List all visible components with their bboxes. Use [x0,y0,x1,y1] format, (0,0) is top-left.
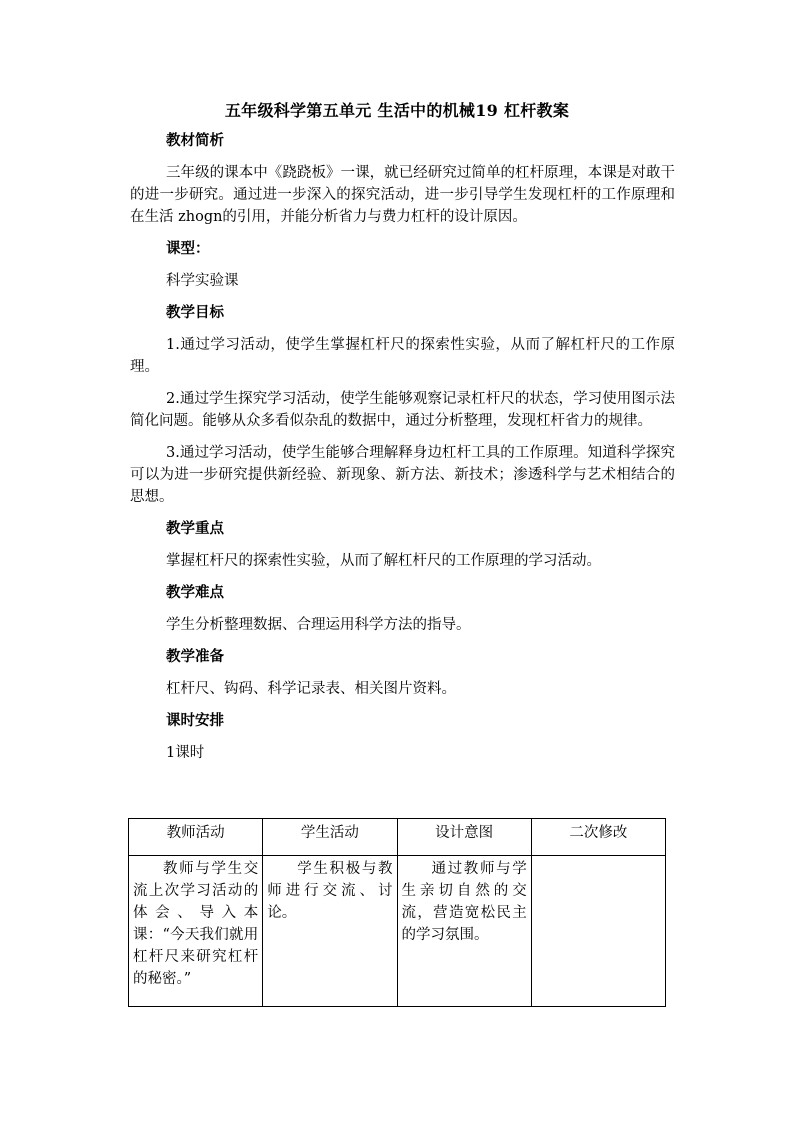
document-title: 五年级科学第五单元 生活中的机械19 杠杆教案 [224,101,570,120]
paragraph: 2.通过学生探究学习活动，使学生能够观察记录杠杆尺的状态，学习使用图示法简化问题。能够从众多看似杂乱的数据中，通过分析整理，发现杠杆省力的规律。 [130,391,675,429]
document-body [130,130,675,774]
column-header-design-intent: 设计意图 [397,819,531,856]
section-heading: 课型： [166,240,210,257]
paragraph: 科学实验课 [166,273,239,289]
section-key-points [130,518,675,572]
section-heading: 教学重点 [166,520,224,537]
table-cell: 学生积极与教师进行交流、讨论。 [263,856,397,1007]
section-heading: 教材简析 [166,132,224,149]
paragraph: 三年级的课本中《跷跷板》一课，就已经研究过简单的杠杆原理，本课是对敢干的进一步研究。通过进一步深入的探究活动，进一步引导学生发现杠杆的工作原理和在生活 zhogn的引用，并能分析省力与费力杠杆的设计原因。 [130,165,675,225]
section-heading: 教学目标 [166,304,224,321]
column-header-teacher-activity: 教师活动 [129,819,263,856]
paragraph: 杠杆尺、钩码、科学记录表、相关图片资料。 [166,681,456,697]
table-row [129,856,666,1007]
column-header-revision: 二次修改 [531,819,665,856]
table-cell: 通过教师与学生亲切自然的交流，营造宽松民主的学习氛围。 [397,856,531,1007]
column-header-student-activity: 学生活动 [263,819,397,856]
paragraph: 1.通过学习活动，使学生掌握杠杆尺的探索性实验，从而了解杠杆尺的工作原理。 [130,337,675,375]
table-cell: 教师与学生交流上次学习活动的体会、导入本课：“今天我们就用杠杆尺来研究杠杆的秘密。” [129,856,263,1007]
section-difficulties [130,582,675,636]
section-preparation [130,646,675,700]
section-teaching-goals [130,302,675,508]
lesson-activity-table [128,818,666,1007]
table-cell [531,856,665,1007]
section-lesson-type [130,238,675,292]
section-heading: 教学准备 [166,648,224,665]
section-heading: 课时安排 [166,712,224,729]
table-header-row [129,819,666,856]
section-textbook-analysis [130,130,675,228]
section-heading: 教学难点 [166,584,224,601]
paragraph: 3.通过学习活动，使学生能够合理解释身边杠杆工具的工作原理。知道科学探究可以为进一步研究提供新经验、新现象、新方法、新技术；渗透科学与艺术相结合的思想。 [130,445,675,505]
paragraph: 掌握杠杆尺的探索性实验，从而了解杠杆尺的工作原理的学习活动。 [166,553,601,569]
paragraph: 学生分析整理数据、合理运用科学方法的指导。 [166,617,471,633]
paragraph: 1课时 [166,745,205,761]
section-schedule [130,710,675,764]
